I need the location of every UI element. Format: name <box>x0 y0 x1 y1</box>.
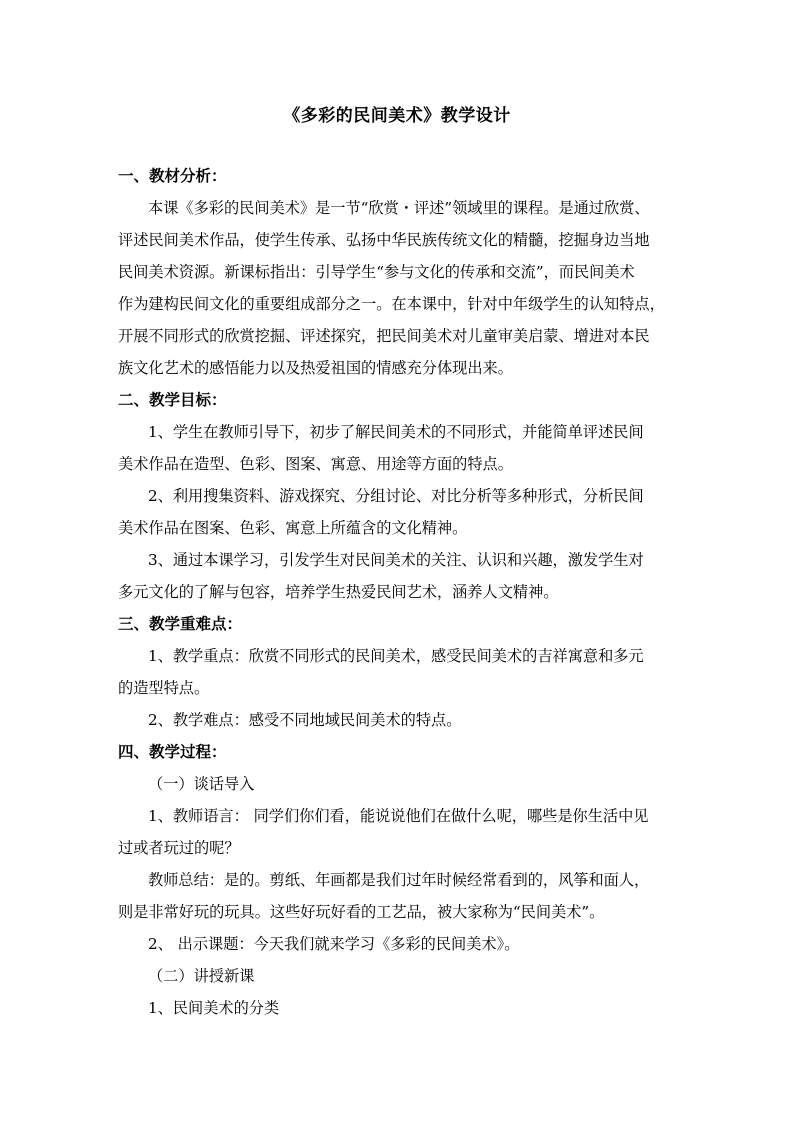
document-title: 《多彩的民间美术》教学设计 <box>283 106 511 126</box>
paragraph-line: 评述民间美术作品，使学生传承、弘扬中华民族传统文化的精髓，挖掘身边当地 <box>118 231 650 249</box>
section-heading: 四、教学过程： <box>118 742 227 761</box>
paragraph-line: 美术作品在造型、色彩、图案、寓意、用途等方面的特点。 <box>118 455 513 473</box>
section-heading: 三、教学重难点： <box>118 614 243 633</box>
section-heading: 二、教学目标： <box>118 390 227 409</box>
paragraph-line: 1、学生在教师引导下，初步了解民间美术的不同形式，并能简单评述民间 <box>148 423 644 441</box>
paragraph-line: 本课《多彩的民间美术》是一节“欣赏・评述”领域里的课程。是通过欣赏、 <box>148 199 650 217</box>
paragraph-line: 2、教学难点：感受不同地域民间美术的特点。 <box>148 711 462 729</box>
paragraph-line: 的造型特点。 <box>118 679 210 697</box>
paragraph-line: 1、教学重点：欣赏不同形式的民间美术，感受民间美术的吉祥寓意和多元 <box>148 647 644 665</box>
paragraph-line: 则是非常好玩的玩具。这些好玩好看的工艺品，被大家称为“民间美术”。 <box>118 903 605 921</box>
paragraph-line: 作为建构民间文化的重要组成部分之一。在本课中，针对中年级学生的认知特点， <box>118 295 665 313</box>
paragraph-line: （一）谈话导入 <box>148 775 255 793</box>
paragraph-line: 过或者玩过的呢？ <box>118 839 240 857</box>
paragraph-line: 1、教师语言： 同学们你们看，能说说他们在做什么呢，哪些是你生活中见 <box>148 807 649 825</box>
paragraph-line: 民间美术资源。新课标指出：引导学生“参与文化的传承和交流”，而民间美术 <box>118 263 635 281</box>
paragraph-line: 开展不同形式的欣赏挖掘、评述探究，把民间美术对儿童审美启蒙、增进对本民 <box>118 327 650 345</box>
section-heading: 一、教材分析： <box>118 166 227 185</box>
paragraph-line: 族文化艺术的感悟能力以及热爱祖国的情感充分体现出来。 <box>118 359 513 377</box>
paragraph-line: 3、通过本课学习，引发学生对民间美术的关注、认识和兴趣，激发学生对 <box>148 551 644 569</box>
paragraph-line: 教师总结：是的。剪纸、年画都是我们过年时候经常看到的，风筝和面人， <box>148 871 650 889</box>
paragraph-line: 2、利用搜集资料、游戏探究、分组讨论、对比分析等多种形式，分析民间 <box>148 487 644 505</box>
paragraph-line: 多元文化的了解与包容，培养学生热爱民间艺术，涵养人文精神。 <box>118 583 559 601</box>
paragraph-line: 1、民间美术的分类 <box>148 999 280 1017</box>
document-body <box>118 160 678 1024</box>
paragraph-line: 美术作品在图案、色彩、寓意上所蕴含的文化精神。 <box>118 519 468 537</box>
paragraph-line: （二）讲授新课 <box>148 967 255 985</box>
paragraph-line: 2、 出示课题：今天我们就来学习《多彩的民间美术》。 <box>148 935 520 953</box>
